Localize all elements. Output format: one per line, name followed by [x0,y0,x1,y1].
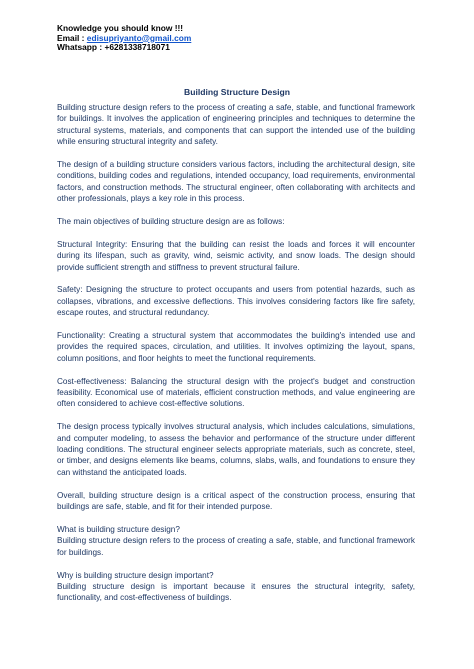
paragraph-design-process: The design process typically involves structural analysis, which includes calculations, simulations, and computer modeling, to assess the behavior and performance of the structure under different loading conditions. The structural engineer selects appropriate materials, such as concrete, steel, or timber, and designs elements like beams, columns, slabs, walls, and foundations to ensure they can withstand the anticipated loads. [57,422,415,477]
paragraph-objectives-intro: The main objectives of building structure design are as follows: [57,217,285,227]
paragraph-faq-why: Why is building structure design important? Building structure design is important because it ensures the structural integrity, safety, functionality, and cost-effectiveness of buildings. [57,570,415,603]
paragraph-safety: Safety: Designing the structure to protect occupants and users from potential hazards, such as collapses, vibrations, and excessive deflections. This involves considering factors like fire safety, escape routes, and structural redundancy. [57,285,415,318]
paragraph-structural-integrity: Structural Integrity: Ensuring that the building can resist the loads and forces it will encounter during its lifespan, such as gravity, wind, seismic activity, and snow loads. The design should provide sufficient strength and stiffness to prevent structural failure. [57,239,415,272]
paragraph-cost-effectiveness: Cost-effectiveness: Balancing the structural design with the project's budget and construction feasibility. Economical use of materials, efficient construction methods, and value engineering are often considered to achieve cost-effective solutions. [57,376,415,409]
paragraph-functionality: Functionality: Creating a structural system that accommodates the building's intended use and provides the required spaces, circulation, and utilities. It involves optimizing the layout, spans, column positions, and floor heights to meet the functional requirements. [57,331,415,363]
document-title: Building Structure Design [184,87,290,97]
paragraph-faq-what: What is building structure design? Building structure design refers to the process of creating a safe, stable, and functional framework for buildings. [57,524,415,557]
document-body [57,102,415,604]
paragraph-factors: The design of a building structure considers various factors, including the architectural design, site conditions, building codes and regulations, intended occupancy, load requirements, environmental factors, and construction methods. The structural engineer, often collaborating with architects and other professionals, plays a key role in this process. [57,160,415,204]
contact-header [57,24,191,53]
email-link[interactable]: edisupriyanto@gmail.com [86,32,192,43]
header-whatsapp: Whatsapp : +6281338718071 [57,42,170,53]
paragraph-intro: Building structure design refers to the process of creating a safe, stable, and functional framework for buildings. It involves the application of engineering principles and techniques to determine the structural systems, materials, and components that can support the intended use of the building while ensuring structural integrity and safety. [57,103,415,147]
email-label: Email : [57,32,87,43]
paragraph-overall: Overall, building structure design is a critical aspect of the construction process, ensuring that buildings are safe, stable, and fit for their intended purpose. [57,490,415,512]
header-tagline: Knowledge you should know !!! [57,23,184,33]
